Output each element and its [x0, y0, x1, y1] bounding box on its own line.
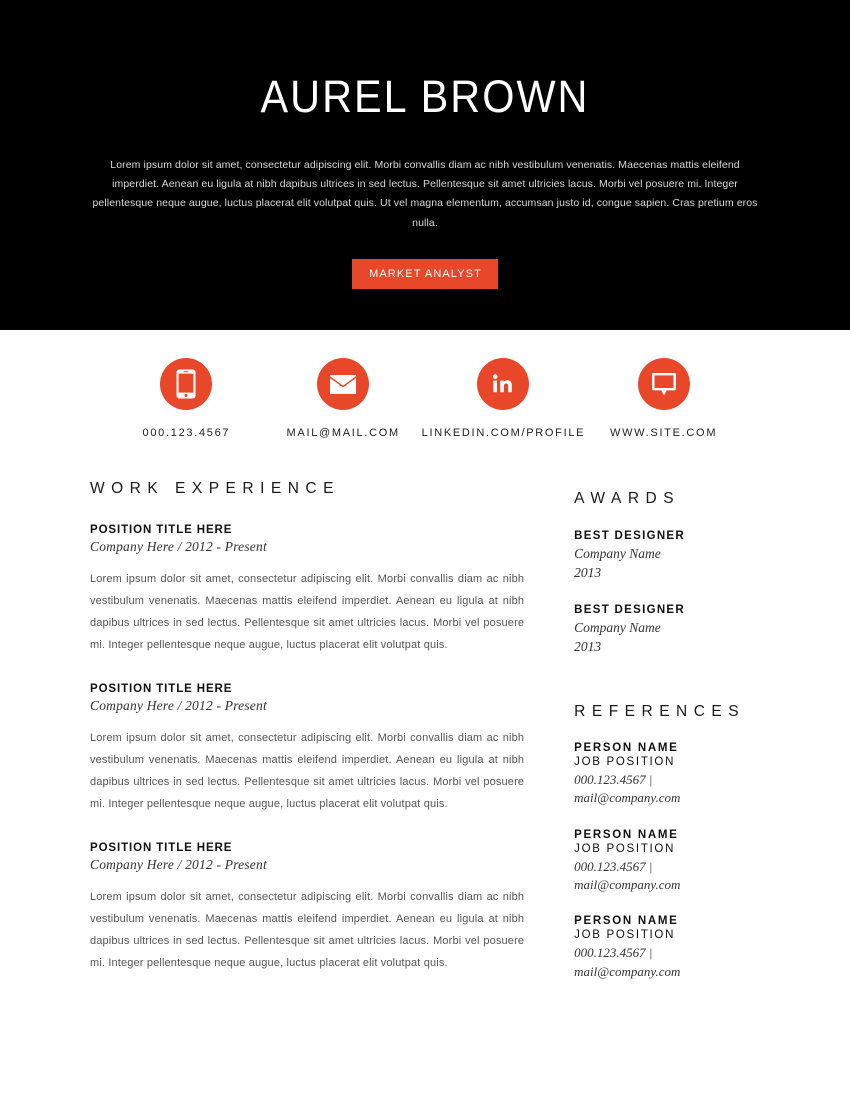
job-company-dates: Company Here / 2012 - Present — [90, 539, 267, 554]
contact-item-website[interactable] — [585, 358, 742, 439]
section-title-references: REFERENCES — [574, 702, 746, 720]
award-title: BEST DESIGNER — [574, 530, 686, 542]
job-description: Lorem ipsum dolor sit amet, consectetur adipiscing elit. Morbi convallis diam ac nibh vestibulum venenatis. Maecenas mattis eleifend imperdiet. Aenean eu ligula at nibh dapibus ultrices in sed lectus. Pellentesque sit amet ultricies lacus. Morbi vel posuere mi. Integer pellentesque neque augue, luctus placerat elit volutpat quis. — [90, 891, 525, 969]
reference-email: mail@company.com — [574, 963, 681, 979]
job-description: Lorem ipsum dolor sit amet, consectetur adipiscing elit. Morbi convallis diam ac nibh vestibulum venenatis. Maecenas mattis eleifend imperdiet. Aenean eu ligula at nibh dapibus ultrices in sed lectus. Pellentesque sit amet ultricies lacus. Morbi vel posuere mi. Integer pellentesque neque augue, luctus placerat elit volutpat quis. — [90, 573, 525, 651]
contact-strip — [0, 330, 850, 439]
job-description: Lorem ipsum dolor sit amet, consectetur adipiscing elit. Morbi convallis diam ac nibh vestibulum venenatis. Maecenas mattis eleifend imperdiet. Aenean eu ligula at nibh dapibus ultrices in sed lectus. Pellentesque sit amet ultricies lacus. Morbi vel posuere mi. Integer pellentesque neque augue, luctus placerat elit volutpat quis. — [90, 732, 525, 810]
contact-item-phone[interactable] — [108, 358, 265, 439]
job-title: POSITION TITLE HERE — [90, 683, 233, 695]
award-company: Company Name — [574, 546, 661, 561]
reference-name: PERSON NAME — [574, 741, 679, 754]
reference-phone: 000.123.4567 | — [574, 858, 653, 874]
mobile-phone-icon — [160, 358, 212, 410]
work-experience-entry — [90, 842, 524, 974]
envelope-icon — [317, 358, 369, 410]
monitor-icon — [638, 358, 690, 410]
work-experience-column — [90, 480, 524, 974]
reference-position: JOB POSITION — [574, 755, 676, 768]
section-title-work-experience: WORK EXPERIENCE — [90, 480, 340, 497]
reference-phone: 000.123.4567 | — [574, 945, 653, 961]
section-title-awards: AWARDS — [574, 490, 681, 507]
job-title: POSITION TITLE HERE — [90, 524, 233, 536]
sidebar-column — [574, 480, 770, 981]
work-experience-entry — [90, 683, 524, 815]
contact-label-phone: 000.123.4567 — [142, 427, 231, 439]
award-entry — [574, 530, 770, 582]
work-experience-entry — [90, 524, 524, 656]
job-title-badge[interactable]: MARKET ANALYST — [352, 259, 498, 289]
job-title: POSITION TITLE HERE — [90, 842, 233, 854]
award-year: 2013 — [574, 639, 602, 655]
contact-label-linkedin: LINKEDIN.COM/PROFILE — [421, 427, 586, 439]
linkedin-icon — [477, 358, 529, 410]
job-company-dates: Company Here / 2012 - Present — [90, 857, 267, 872]
profile-summary: Lorem ipsum dolor sit amet, consectetur adipiscing elit. Morbi convallis diam ac nibh vestibulum venenatis. Maecenas mattis eleifend imperdiet. Aenean eu ligula at nibh dapibus ultrices in sed lectus. Pellentesque sit amet ultricies lacus. Morbi vel posuere mi. Integer pellentesque neque augue, luctus placerat elit volutpat quis. Ut vel magna elementum, accumsan justo id, congue sapien. Cras pretium eros nulla. — [92, 158, 758, 229]
reference-position: JOB POSITION — [574, 842, 676, 855]
award-company: Company Name — [574, 620, 661, 636]
job-title-badge-container — [0, 259, 850, 289]
award-year: 2013 — [574, 565, 602, 581]
contact-label-website: WWW.SITE.COM — [610, 427, 718, 439]
contact-item-linkedin[interactable] — [422, 358, 586, 439]
resume-header — [0, 0, 850, 330]
reference-name: PERSON NAME — [574, 828, 679, 841]
reference-entry — [574, 742, 770, 808]
contact-label-email: MAIL@MAIL.COM — [286, 427, 400, 439]
contact-item-email[interactable] — [265, 358, 422, 439]
award-entry — [574, 604, 770, 656]
reference-position: JOB POSITION — [574, 929, 676, 942]
reference-entry — [574, 829, 770, 895]
page-title: AUREL BROWN — [260, 71, 590, 122]
reference-phone: 000.123.4567 | — [574, 771, 653, 787]
reference-email: mail@company.com — [574, 876, 681, 892]
reference-email: mail@company.com — [574, 790, 681, 806]
reference-name: PERSON NAME — [574, 915, 679, 928]
reference-entry — [574, 915, 770, 981]
job-company-dates: Company Here / 2012 - Present — [90, 698, 267, 713]
resume-body — [0, 439, 850, 981]
award-title: BEST DESIGNER — [574, 604, 686, 617]
